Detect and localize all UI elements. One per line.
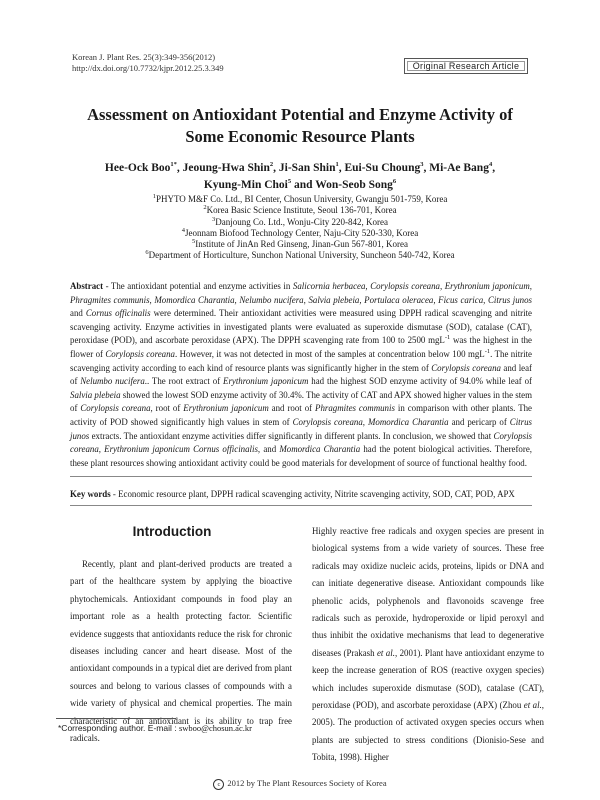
- author-name: Mi-Ae Bang: [429, 162, 489, 174]
- copyright-icon: c: [213, 779, 224, 790]
- author-sup: 1*: [170, 161, 177, 169]
- affiliation-list: [40, 194, 560, 262]
- keywords-divider: [70, 505, 532, 506]
- author-sup: 5: [287, 178, 292, 186]
- footnote-label: *Corresponding author. E-mail :: [58, 723, 179, 733]
- article-type-label: Original Research Article: [412, 61, 520, 71]
- footnote-rule: [56, 718, 176, 719]
- page-footer: [0, 778, 600, 790]
- body-paragraph: Highly reactive free radicals and oxygen species are present in biological systems from a wide variety of sources. These free radicals may oxidize nucleic acids, proteins, lipids or DNA and can initiate degenerative disease. Antioxidant compounds like phenolic acids, polyphenols and flavonoids scavenge free radicals such as peroxide, hydroperoxide or lipid peroxyl and thus inhibit the oxidative mechanisms that lead to degenerative diseases (Prakash et al., 2001). Plant have antioxidant enzyme to keep the increase generation of ROS (reactive oxygen species) which includes superoxide dismutase (SOD), catalase (CAT), peroxidase (POD), and ascorbate peroxidase (APX) (Zhou et al., 2005). The production of activated oxygen species occurs when plants are subjected to stress conditions (Dionisio-Sese and Tobita, 1998). Higher: [312, 526, 545, 763]
- section-heading: Introduction: [132, 524, 212, 539]
- keywords: [70, 488, 540, 500]
- author-list: Hee-Ock Boo$^{1*}$, Jeoung-Hwa Shin$^2$, Ji-San Shin$^1$, Eui-Su Choung$^3$, Mi-Ae Bang$^4$, Kyung-Min Choi$^5$ and Won-Seob Song$^6$: [104, 161, 496, 191]
- abstract: Abstract - The antioxidant potential and enzyme activities in Salicornia herbacea, Corylopsis coreana, Erythronium japonicum, Phragmites communis, Momordica Charantia, Nelumbo nucifera, Salvia plebeia, Portulaca oleracea, Ficus carica, Citrus junos and Cornus officinalis were determined. Their antioxidant activities were measured using DPPH radical scavenging and nitrite scavenging activity. Enzyme activities in investigated plants were evaluated as superoxide dismutase (SOD), catalase (CAT), peroxidase (POD), and ascorbate peroxidase (APX). The DPPH scavenging rate from 100 to 2500 mgL$^{-1}$ was the highest in the flower of Corylopsis coreana. However, it was not detected in most of the samples at concentration below 100 mgL$^{-1}$. The nitrite scavenging activity according to each kind of resource plants was significantly higher in the stem of Corylopsis coreana and leaf of Nelumbo nucifera.. The root extract of Erythronium japonicum had the highest SOD enzyme activity of 94.0% while leaf of Salvia plebeia showed the lowest SOD enzyme activity of 30.4%. The activity of CAT and APX showed higher values in the stem of Corylopsis coreana, root of Erythronium japonicum and root of Phragmites communis in comparison with other plants. The activity of POD showed significantly high values in stem of Corylopsis coreana, Momordica Charantia and pericarp of Citrus junos extracts. The antioxidant enzyme activities differ significantly in different plants. In conclusion, we showed that Corylopsis coreana, Erythronium japonicum Cornus officinalis, and Momordica Charantia had the potent biological activities. Therefore, these plant resources showing antioxidant activity could be good materials for development of source of functional healthy food.: [70, 281, 533, 468]
- abstract-label: Abstract: [70, 281, 104, 291]
- author-sup: 6: [392, 178, 397, 186]
- paper-title: [40, 104, 560, 148]
- author-email-link[interactable]: swboo@chosun.ac.kr: [178, 723, 252, 733]
- author-name: and Won-Seob Song: [294, 179, 393, 191]
- author-sup: 1: [335, 161, 339, 169]
- affiliation: $^4$Jeonnam Biofood Technology Center, Naju-City 520-330, Korea: [181, 226, 419, 238]
- author-name: Eui-Su Choung: [344, 162, 421, 174]
- keywords-label: Key words: [70, 489, 111, 499]
- article-type-badge: [404, 58, 528, 74]
- journal-header: [72, 52, 224, 74]
- author-name: Hee-Ock Boo: [104, 162, 171, 174]
- title-line-2: Some Economic Resource Plants: [185, 127, 415, 146]
- author-name: Ji-San Shin: [278, 162, 336, 174]
- title-line-1: Assessment on Antioxidant Potential and Enzyme Activity of: [87, 105, 513, 124]
- intro-right-column: [312, 523, 544, 767]
- affiliation: $^6$Department of Horticulture, Sunchon National University, Suncheon 540-742, Korea: [145, 249, 455, 261]
- author-name: Jeoung-Hwa Shin: [182, 162, 270, 174]
- author-name: Kyung-Min Choi: [203, 179, 288, 191]
- affiliation: $^3$Danjoung Co. Ltd., Wonju-City 220-842, Korea: [211, 215, 389, 227]
- affiliation: $^1$PHYTO M&F Co. Ltd., BI Center, Chosun University, Gwangju 501-759, Korea: [152, 193, 448, 204]
- corresponding-author-footnote: [58, 723, 252, 733]
- author-sup: 4: [488, 161, 493, 169]
- abstract-divider: [70, 476, 532, 477]
- affiliation: $^5$Institute of JinAn Red Ginseng, Jinan-Gun 567-801, Korea: [192, 238, 408, 250]
- author-sup: 3: [420, 161, 424, 169]
- author-sup: 2: [269, 161, 274, 169]
- doi-link[interactable]: http://dx.doi.org/10.7732/kjpr.2012.25.3.349: [72, 63, 224, 73]
- affiliation: $^2$Korea Basic Science Institute, Seoul 136-701, Korea: [203, 204, 397, 216]
- keywords-text: - Economic resource plant, DPPH radical scavenging activity, Nitrite scavenging activity, SOD, CAT, POD, APX: [110, 489, 515, 499]
- copyright-text: 2012 by The Plant Resources Society of Korea: [227, 778, 387, 788]
- journal-citation: Korean J. Plant Res. 25(3):349-356(2012): [72, 52, 216, 62]
- body-paragraph: Recently, plant and plant-derived products are treated a part of the healthcare system by applying the bioactive phytochemicals. Antioxidant compounds in food play an important role as a health protecting factor. Scientific evidence suggests that antioxidants reduce the risk for chronic diseases including cancer and heart disease. Most of the antioxidant compounds in a typical diet are derived from plant sources and belong to various classes of compounds with a wide variety of physical and chemical properties. The main characteristic of an antioxidant is its ability to trap free radicals.: [70, 559, 292, 744]
